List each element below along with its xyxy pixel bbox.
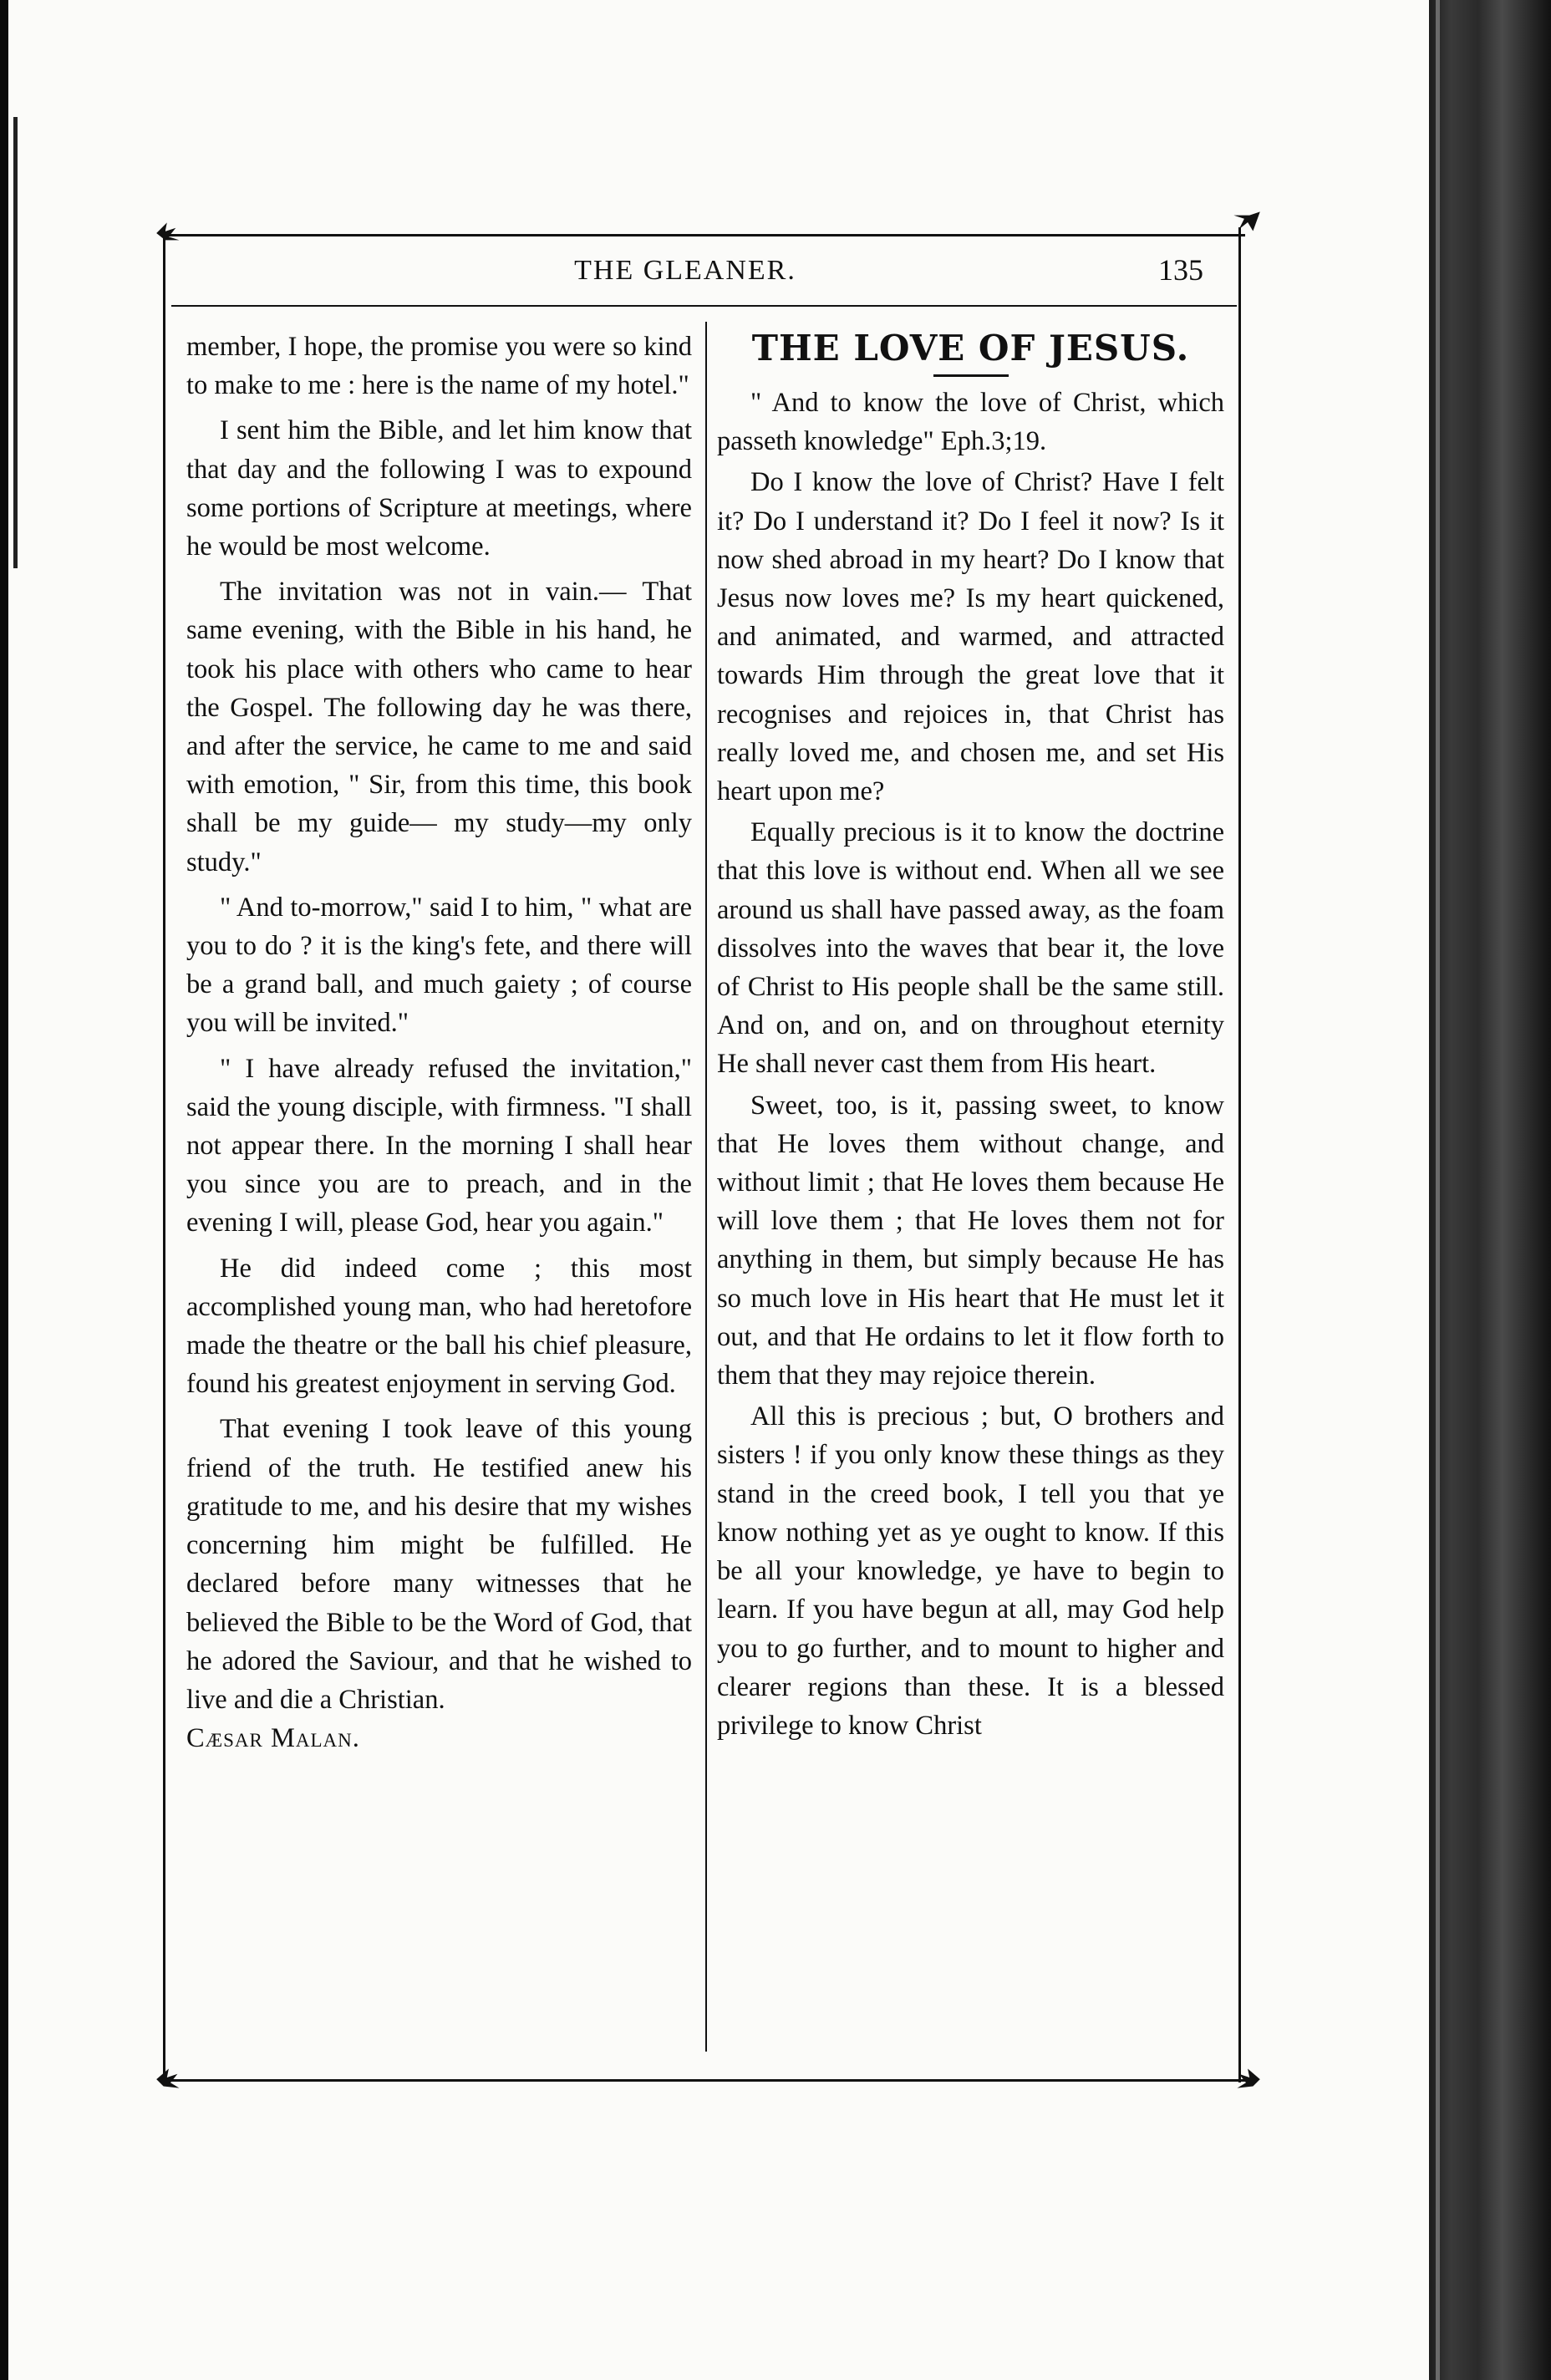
right-column [717,328,1224,1745]
bottom-rule [163,2079,1245,2082]
paragraph: " I have already refused the invitation," said the young disciple, with firmness. "I shall not appear there. In the morning I shall hear you since you are to preach, and in the evening I will, please God, hear you again." [186,1053,692,1238]
book-spine [1429,0,1551,2380]
paragraph: All this is precious ; but, O brothers and sisters ! if you only know these things as they stand in the creed book, I tell you that ye know nothing yet as ye ought to know. If this be all your knowledge, ye have to begin to learn. If you have begun at all, may God help you to go further, and to mount to higher and clearer regions than these. It is a blessed privilege to know Christ [717,1401,1224,1741]
paragraph: Do I know the love of Christ? Have I felt it? Do I understand it? Do I feel it now? Is it now shed abroad in my heart? Do I know that Jesus now loves me? Is my heart quickened, and animated, and warmed, and attracted towards Him through the great love that it recognises and rejoices in, that Christ has really loved me, and chosen me, and set His heart upon me? [717,467,1224,807]
paragraph: " And to-morrow," said I to him, " what are you to do ? it is the king's fete, and there will be a grand ball, and much gaiety ; of course you will be invited." [186,892,692,1039]
left-page-edge [13,117,18,568]
page-number: 135 [1158,253,1203,287]
article-heading: THE LOVE OF JESUS. [751,328,1190,369]
paragraph: Equally precious is it to know the doctrine that this love is without end. When all we see around us shall have passed away, as the foam dissolves into the waves that bear it, the love of Christ to His people shall be the same still. And on, and on, and on throughout eternity He shall never cast them from His heart. [717,817,1224,1080]
signature: Cæsar Malan. [186,1723,360,1754]
corner-ornament-top-right [1228,205,1264,240]
paragraph: That evening I took leave of this young friend of the truth. He testified anew his gratitude to me, and his desire that my wishes concerning him might be fulfilled. He declared before many witnesses that he believed the Bible to be the Word of God, that he adored the Saviour, and that he wished to live and die a Christian. [186,1414,692,1715]
paragraph: He did indeed come ; this most accomplished young man, who had heretofore made the theatre or the ball his chief pleasure, found his greatest enjoyment in serving God. [186,1253,692,1400]
heading-rule [933,374,1009,377]
corner-ornament-bottom-left [153,2060,188,2095]
top-rule [163,234,1245,236]
paragraph: Sweet, too, is it, passing sweet, to know that He loves them without change, and without limit ; that He loves them because He will love them ; that He loves them not for anything in them, but simply because He has so much love in His heart that He must let it out, and that He ordains to let it flow forth to them that they may rejoice therein. [717,1090,1224,1391]
corner-ornament-bottom-right [1228,2060,1264,2095]
corner-ornament-top-left [153,216,188,251]
page-edge [1436,0,1440,2380]
paragraph: The invitation was not in vain.— That same evening, with the Bible in his hand, he took his place with others who came to hear the Gospel. The following day he was there, and after the service, he came to me and said with emotion, " Sir, from this time, this book shall be my guide— my study—my only study." [186,577,692,877]
paragraph: I sent him the Bible, and let him know that that day and the following I was to expound some portions of Scripture at meetings, where he would be most welcome. [186,415,692,562]
header-rule [171,305,1237,307]
epigraph: " And to know the love of Christ, which passeth knowledge" Eph.3;19. [717,388,1224,457]
paragraph: member, I hope, the promise you were so kind to make to me : here is the name of my hotel." [186,332,692,401]
column-divider [705,322,707,2052]
left-column [186,328,692,1757]
running-title: THE GLEANER. [574,255,796,286]
